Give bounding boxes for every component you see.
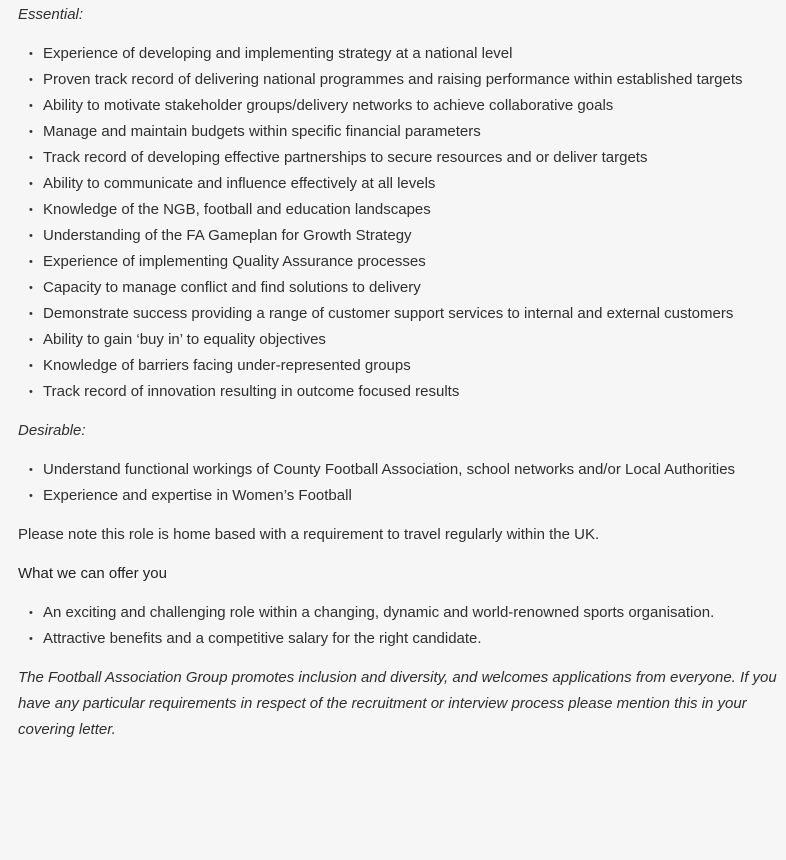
list-item: • Track record of developing effective partnerships to secure resources and or deliver targets bbox=[18, 145, 778, 171]
list-item: • Ability to motivate stakeholder groups/delivery networks to achieve collaborative goals bbox=[18, 93, 778, 119]
list-item: • Experience of implementing Quality Assurance processes bbox=[18, 249, 778, 275]
offer-list bbox=[18, 600, 778, 652]
list-item: • Ability to communicate and influence effectively at all levels bbox=[18, 171, 778, 197]
list-item: • Experience and expertise in Women’s Football bbox=[18, 483, 778, 509]
list-item: • Knowledge of the NGB, football and education landscapes bbox=[18, 197, 778, 223]
list-item: • Manage and maintain budgets within specific financial parameters bbox=[18, 119, 778, 145]
desirable-list bbox=[18, 457, 778, 509]
location-note: Please note this role is home based with a requirement to travel regularly within the UK. bbox=[18, 526, 600, 543]
list-item: • Understanding of the FA Gameplan for Growth Strategy bbox=[18, 223, 778, 249]
essential-list bbox=[18, 41, 778, 405]
list-item: • Knowledge of barriers facing under-represented groups bbox=[18, 353, 778, 379]
list-item: • An exciting and challenging role within a changing, dynamic and world-renowned sports organisation. bbox=[18, 600, 778, 626]
list-item: • Track record of innovation resulting in outcome focused results bbox=[18, 379, 778, 405]
list-item: • Capacity to manage conflict and find solutions to delivery bbox=[18, 275, 778, 301]
offer-heading: What we can offer you bbox=[18, 565, 167, 582]
list-item: • Demonstrate success providing a range of customer support services to internal and external customers bbox=[18, 301, 778, 327]
list-item: • Understand functional workings of County Football Association, school networks and/or Local Authorities bbox=[18, 457, 778, 483]
list-item: • Experience of developing and implementing strategy at a national level bbox=[18, 41, 778, 67]
diversity-statement: The Football Association Group promotes inclusion and diversity, and welcomes applications from everyone. If you have any particular requirements in respect of the recruitment or interview process please mention this in your covering letter. bbox=[18, 669, 777, 738]
list-item: • Proven track record of delivering national programmes and raising performance within established targets bbox=[18, 67, 778, 93]
essential-label: Essential: bbox=[18, 6, 84, 23]
list-item: • Ability to gain ‘buy in’ to equality objectives bbox=[18, 327, 778, 353]
list-item: • Attractive benefits and a competitive salary for the right candidate. bbox=[18, 626, 778, 652]
desirable-label: Desirable: bbox=[18, 422, 86, 439]
